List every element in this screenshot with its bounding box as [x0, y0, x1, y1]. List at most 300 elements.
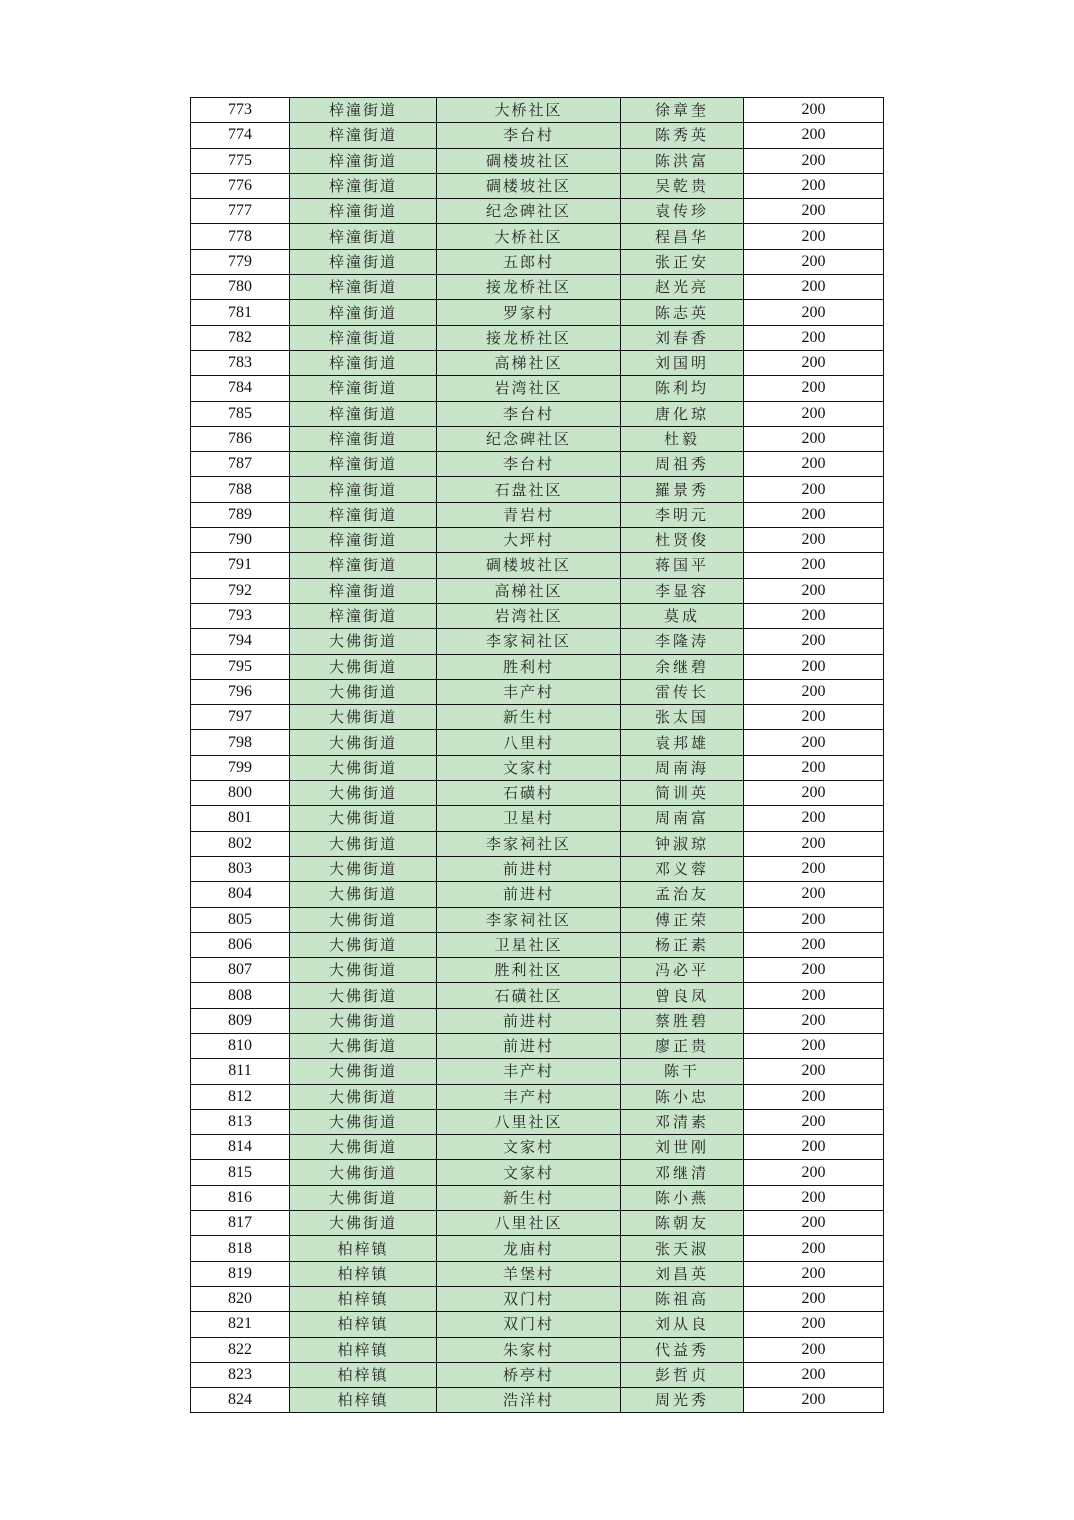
row-number-cell: 789: [191, 502, 290, 527]
street-cell: 大佛街道: [290, 1033, 437, 1058]
row-number-cell: 818: [191, 1236, 290, 1261]
row-number-cell: 821: [191, 1312, 290, 1337]
name-cell: 雷传长: [621, 679, 744, 704]
name-cell: 邓义蓉: [621, 856, 744, 881]
street-cell: 梓潼街道: [290, 199, 437, 224]
street-cell: 梓潼街道: [290, 528, 437, 553]
community-cell: 碉楼坡社区: [437, 148, 621, 173]
name-cell: 刘春香: [621, 325, 744, 350]
street-cell: 梓潼街道: [290, 224, 437, 249]
amount-cell: 200: [744, 1286, 884, 1311]
table-row: [191, 907, 884, 932]
amount-cell: 200: [744, 1109, 884, 1134]
amount-cell: 200: [744, 224, 884, 249]
community-cell: 丰产村: [437, 1059, 621, 1084]
street-cell: 柏梓镇: [290, 1236, 437, 1261]
amount-cell: 200: [744, 958, 884, 983]
street-cell: 梓潼街道: [290, 452, 437, 477]
row-number-cell: 823: [191, 1362, 290, 1387]
table-row: [191, 654, 884, 679]
data-table: [190, 97, 884, 1413]
street-cell: 大佛街道: [290, 907, 437, 932]
community-cell: 接龙桥社区: [437, 275, 621, 300]
amount-cell: 200: [744, 806, 884, 831]
name-cell: 周南富: [621, 806, 744, 831]
community-cell: 龙庙村: [437, 1236, 621, 1261]
name-cell: 赵光亮: [621, 275, 744, 300]
name-cell: 钟淑琼: [621, 831, 744, 856]
table-row: [191, 679, 884, 704]
amount-cell: 200: [744, 426, 884, 451]
table-row: [191, 882, 884, 907]
name-cell: 曾良凤: [621, 983, 744, 1008]
name-cell: 陈小燕: [621, 1185, 744, 1210]
row-number-cell: 809: [191, 1008, 290, 1033]
row-number-cell: 782: [191, 325, 290, 350]
community-cell: 接龙桥社区: [437, 325, 621, 350]
community-cell: 前进村: [437, 856, 621, 881]
row-number-cell: 799: [191, 755, 290, 780]
row-number-cell: 813: [191, 1109, 290, 1134]
name-cell: 徐章奎: [621, 98, 744, 123]
amount-cell: 200: [744, 477, 884, 502]
table-row: [191, 249, 884, 274]
community-cell: 李家祠社区: [437, 907, 621, 932]
row-number-cell: 798: [191, 730, 290, 755]
table-row: [191, 325, 884, 350]
community-cell: 李家祠社区: [437, 629, 621, 654]
community-cell: 丰产村: [437, 679, 621, 704]
community-cell: 前进村: [437, 882, 621, 907]
table-row: [191, 528, 884, 553]
community-cell: 双门村: [437, 1286, 621, 1311]
community-cell: 李台村: [437, 123, 621, 148]
street-cell: 大佛街道: [290, 882, 437, 907]
street-cell: 梓潼街道: [290, 325, 437, 350]
row-number-cell: 776: [191, 173, 290, 198]
amount-cell: 200: [744, 1160, 884, 1185]
name-cell: 莫成: [621, 603, 744, 628]
row-number-cell: 824: [191, 1388, 290, 1413]
community-cell: 朱家村: [437, 1337, 621, 1362]
name-cell: 彭哲贞: [621, 1362, 744, 1387]
name-cell: 袁邦雄: [621, 730, 744, 755]
amount-cell: 200: [744, 1059, 884, 1084]
table-row: [191, 1109, 884, 1134]
name-cell: 陈干: [621, 1059, 744, 1084]
community-cell: 青岩村: [437, 502, 621, 527]
street-cell: 大佛街道: [290, 958, 437, 983]
name-cell: 张正安: [621, 249, 744, 274]
table-row: [191, 98, 884, 123]
street-cell: 梓潼街道: [290, 426, 437, 451]
amount-cell: 200: [744, 502, 884, 527]
name-cell: 余继碧: [621, 654, 744, 679]
street-cell: 大佛街道: [290, 755, 437, 780]
row-number-cell: 794: [191, 629, 290, 654]
table-row: [191, 401, 884, 426]
community-cell: 大桥社区: [437, 224, 621, 249]
name-cell: 廖正贵: [621, 1033, 744, 1058]
amount-cell: 200: [744, 1388, 884, 1413]
community-cell: 胜利村: [437, 654, 621, 679]
table-row: [191, 1261, 884, 1286]
row-number-cell: 816: [191, 1185, 290, 1210]
street-cell: 大佛街道: [290, 781, 437, 806]
street-cell: 梓潼街道: [290, 578, 437, 603]
table-row: [191, 1362, 884, 1387]
table-row: [191, 958, 884, 983]
street-cell: 大佛街道: [290, 1160, 437, 1185]
table-row: [191, 856, 884, 881]
table-row: [191, 1236, 884, 1261]
amount-cell: 200: [744, 452, 884, 477]
name-cell: 邓继清: [621, 1160, 744, 1185]
name-cell: 邓清素: [621, 1109, 744, 1134]
table-row: [191, 629, 884, 654]
amount-cell: 200: [744, 983, 884, 1008]
amount-cell: 200: [744, 654, 884, 679]
street-cell: 梓潼街道: [290, 98, 437, 123]
street-cell: 柏梓镇: [290, 1261, 437, 1286]
row-number-cell: 778: [191, 224, 290, 249]
row-number-cell: 819: [191, 1261, 290, 1286]
community-cell: 文家村: [437, 1135, 621, 1160]
street-cell: 柏梓镇: [290, 1286, 437, 1311]
name-cell: 蒋国平: [621, 553, 744, 578]
row-number-cell: 793: [191, 603, 290, 628]
street-cell: 大佛街道: [290, 730, 437, 755]
row-number-cell: 795: [191, 654, 290, 679]
table-row: [191, 426, 884, 451]
name-cell: 蔡胜碧: [621, 1008, 744, 1033]
amount-cell: 200: [744, 755, 884, 780]
name-cell: 张天淑: [621, 1236, 744, 1261]
street-cell: 柏梓镇: [290, 1312, 437, 1337]
row-number-cell: 775: [191, 148, 290, 173]
community-cell: 浩洋村: [437, 1388, 621, 1413]
row-number-cell: 807: [191, 958, 290, 983]
table-row: [191, 350, 884, 375]
table-row: [191, 831, 884, 856]
street-cell: 大佛街道: [290, 1008, 437, 1033]
row-number-cell: 815: [191, 1160, 290, 1185]
row-number-cell: 785: [191, 401, 290, 426]
row-number-cell: 787: [191, 452, 290, 477]
amount-cell: 200: [744, 730, 884, 755]
name-cell: 陈洪富: [621, 148, 744, 173]
row-number-cell: 801: [191, 806, 290, 831]
name-cell: 陈利均: [621, 376, 744, 401]
community-cell: 大坪村: [437, 528, 621, 553]
row-number-cell: 790: [191, 528, 290, 553]
community-cell: 石磺社区: [437, 983, 621, 1008]
row-number-cell: 784: [191, 376, 290, 401]
table-row: [191, 983, 884, 1008]
row-number-cell: 773: [191, 98, 290, 123]
community-cell: 碉楼坡社区: [437, 173, 621, 198]
row-number-cell: 788: [191, 477, 290, 502]
table-row: [191, 173, 884, 198]
name-cell: 吴乾贵: [621, 173, 744, 198]
amount-cell: 200: [744, 1008, 884, 1033]
table-row: [191, 1059, 884, 1084]
name-cell: 陈志英: [621, 300, 744, 325]
name-cell: 杜贤俊: [621, 528, 744, 553]
community-cell: 李台村: [437, 452, 621, 477]
table-row: [191, 730, 884, 755]
amount-cell: 200: [744, 907, 884, 932]
amount-cell: 200: [744, 325, 884, 350]
community-cell: 岩湾社区: [437, 603, 621, 628]
table-row: [191, 275, 884, 300]
name-cell: 刘世刚: [621, 1135, 744, 1160]
name-cell: 李明元: [621, 502, 744, 527]
street-cell: 梓潼街道: [290, 123, 437, 148]
amount-cell: 200: [744, 1236, 884, 1261]
street-cell: 梓潼街道: [290, 148, 437, 173]
row-number-cell: 780: [191, 275, 290, 300]
row-number-cell: 803: [191, 856, 290, 881]
name-cell: 周南海: [621, 755, 744, 780]
community-cell: 五郎村: [437, 249, 621, 274]
row-number-cell: 812: [191, 1084, 290, 1109]
name-cell: 杨正素: [621, 932, 744, 957]
table-row: [191, 578, 884, 603]
row-number-cell: 781: [191, 300, 290, 325]
row-number-cell: 792: [191, 578, 290, 603]
name-cell: 简训英: [621, 781, 744, 806]
community-cell: 桥亭村: [437, 1362, 621, 1387]
street-cell: 梓潼街道: [290, 603, 437, 628]
name-cell: 袁传珍: [621, 199, 744, 224]
table-row: [191, 806, 884, 831]
street-cell: 大佛街道: [290, 831, 437, 856]
table-row: [191, 148, 884, 173]
table-row: [191, 705, 884, 730]
name-cell: 冯必平: [621, 958, 744, 983]
street-cell: 大佛街道: [290, 679, 437, 704]
community-cell: 八里社区: [437, 1109, 621, 1134]
row-number-cell: 796: [191, 679, 290, 704]
row-number-cell: 783: [191, 350, 290, 375]
table-row: [191, 1211, 884, 1236]
amount-cell: 200: [744, 1211, 884, 1236]
table-row: [191, 781, 884, 806]
community-cell: 双门村: [437, 1312, 621, 1337]
name-cell: 陈朝友: [621, 1211, 744, 1236]
community-cell: 石磺村: [437, 781, 621, 806]
row-number-cell: 779: [191, 249, 290, 274]
amount-cell: 200: [744, 882, 884, 907]
community-cell: 前进村: [437, 1033, 621, 1058]
amount-cell: 200: [744, 781, 884, 806]
name-cell: 李显容: [621, 578, 744, 603]
amount-cell: 200: [744, 173, 884, 198]
street-cell: 柏梓镇: [290, 1388, 437, 1413]
table-row: [191, 1160, 884, 1185]
community-cell: 卫星村: [437, 806, 621, 831]
street-cell: 柏梓镇: [290, 1337, 437, 1362]
community-cell: 纪念碑社区: [437, 426, 621, 451]
community-cell: 高梯社区: [437, 578, 621, 603]
community-cell: 羊堡村: [437, 1261, 621, 1286]
street-cell: 大佛街道: [290, 856, 437, 881]
table-row: [191, 1185, 884, 1210]
row-number-cell: 791: [191, 553, 290, 578]
table-row: [191, 1033, 884, 1058]
street-cell: 梓潼街道: [290, 401, 437, 426]
amount-cell: 200: [744, 1185, 884, 1210]
name-cell: 代益秀: [621, 1337, 744, 1362]
street-cell: 大佛街道: [290, 1109, 437, 1134]
amount-cell: 200: [744, 553, 884, 578]
street-cell: 大佛街道: [290, 1059, 437, 1084]
row-number-cell: 814: [191, 1135, 290, 1160]
row-number-cell: 810: [191, 1033, 290, 1058]
street-cell: 大佛街道: [290, 932, 437, 957]
name-cell: 周祖秀: [621, 452, 744, 477]
community-cell: 前进村: [437, 1008, 621, 1033]
amount-cell: 200: [744, 1337, 884, 1362]
name-cell: 孟治友: [621, 882, 744, 907]
table-row: [191, 932, 884, 957]
table-body: [191, 98, 884, 1413]
street-cell: 大佛街道: [290, 654, 437, 679]
name-cell: 周光秀: [621, 1388, 744, 1413]
table-row: [191, 603, 884, 628]
community-cell: 八里社区: [437, 1211, 621, 1236]
amount-cell: 200: [744, 856, 884, 881]
row-number-cell: 820: [191, 1286, 290, 1311]
amount-cell: 200: [744, 98, 884, 123]
table-row: [191, 1312, 884, 1337]
community-cell: 李家祠社区: [437, 831, 621, 856]
amount-cell: 200: [744, 932, 884, 957]
amount-cell: 200: [744, 300, 884, 325]
amount-cell: 200: [744, 1084, 884, 1109]
name-cell: 陈秀英: [621, 123, 744, 148]
table-row: [191, 502, 884, 527]
row-number-cell: 802: [191, 831, 290, 856]
street-cell: 柏梓镇: [290, 1362, 437, 1387]
community-cell: 丰产村: [437, 1084, 621, 1109]
name-cell: 张太国: [621, 705, 744, 730]
row-number-cell: 774: [191, 123, 290, 148]
table-row: [191, 199, 884, 224]
amount-cell: 200: [744, 528, 884, 553]
amount-cell: 200: [744, 199, 884, 224]
amount-cell: 200: [744, 1312, 884, 1337]
community-cell: 文家村: [437, 755, 621, 780]
name-cell: 唐化琼: [621, 401, 744, 426]
street-cell: 大佛街道: [290, 1135, 437, 1160]
street-cell: 梓潼街道: [290, 502, 437, 527]
amount-cell: 200: [744, 629, 884, 654]
community-cell: 文家村: [437, 1160, 621, 1185]
amount-cell: 200: [744, 249, 884, 274]
street-cell: 梓潼街道: [290, 300, 437, 325]
name-cell: 刘国明: [621, 350, 744, 375]
community-cell: 卫星社区: [437, 932, 621, 957]
amount-cell: 200: [744, 1362, 884, 1387]
row-number-cell: 817: [191, 1211, 290, 1236]
street-cell: 梓潼街道: [290, 477, 437, 502]
community-cell: 石盘社区: [437, 477, 621, 502]
street-cell: 梓潼街道: [290, 249, 437, 274]
amount-cell: 200: [744, 679, 884, 704]
name-cell: 程昌华: [621, 224, 744, 249]
table-row: [191, 477, 884, 502]
community-cell: 李台村: [437, 401, 621, 426]
community-cell: 新生村: [437, 1185, 621, 1210]
community-cell: 八里村: [437, 730, 621, 755]
name-cell: 杜毅: [621, 426, 744, 451]
row-number-cell: 797: [191, 705, 290, 730]
table-row: [191, 553, 884, 578]
amount-cell: 200: [744, 705, 884, 730]
street-cell: 大佛街道: [290, 629, 437, 654]
amount-cell: 200: [744, 401, 884, 426]
street-cell: 梓潼街道: [290, 350, 437, 375]
street-cell: 大佛街道: [290, 983, 437, 1008]
table-row: [191, 452, 884, 477]
community-cell: 纪念碑社区: [437, 199, 621, 224]
table-row: [191, 1388, 884, 1413]
table-row: [191, 1135, 884, 1160]
community-cell: 罗家村: [437, 300, 621, 325]
name-cell: 李隆涛: [621, 629, 744, 654]
street-cell: 梓潼街道: [290, 553, 437, 578]
row-number-cell: 811: [191, 1059, 290, 1084]
amount-cell: 200: [744, 831, 884, 856]
street-cell: 大佛街道: [290, 1084, 437, 1109]
name-cell: 刘从良: [621, 1312, 744, 1337]
name-cell: 陈小忠: [621, 1084, 744, 1109]
amount-cell: 200: [744, 578, 884, 603]
community-cell: 高梯社区: [437, 350, 621, 375]
community-cell: 碉楼坡社区: [437, 553, 621, 578]
amount-cell: 200: [744, 1135, 884, 1160]
row-number-cell: 822: [191, 1337, 290, 1362]
amount-cell: 200: [744, 350, 884, 375]
row-number-cell: 800: [191, 781, 290, 806]
row-number-cell: 805: [191, 907, 290, 932]
street-cell: 梓潼街道: [290, 173, 437, 198]
amount-cell: 200: [744, 1033, 884, 1058]
name-cell: 刘昌英: [621, 1261, 744, 1286]
table-row: [191, 1286, 884, 1311]
community-cell: 新生村: [437, 705, 621, 730]
amount-cell: 200: [744, 275, 884, 300]
street-cell: 大佛街道: [290, 705, 437, 730]
table-row: [191, 755, 884, 780]
table-row: [191, 1084, 884, 1109]
street-cell: 梓潼街道: [290, 376, 437, 401]
community-cell: 胜利社区: [437, 958, 621, 983]
table-row: [191, 1337, 884, 1362]
community-cell: 大桥社区: [437, 98, 621, 123]
row-number-cell: 804: [191, 882, 290, 907]
amount-cell: 200: [744, 376, 884, 401]
street-cell: 大佛街道: [290, 806, 437, 831]
row-number-cell: 808: [191, 983, 290, 1008]
name-cell: 羅景秀: [621, 477, 744, 502]
amount-cell: 200: [744, 123, 884, 148]
name-cell: 陈祖高: [621, 1286, 744, 1311]
table-row: [191, 123, 884, 148]
table-row: [191, 300, 884, 325]
